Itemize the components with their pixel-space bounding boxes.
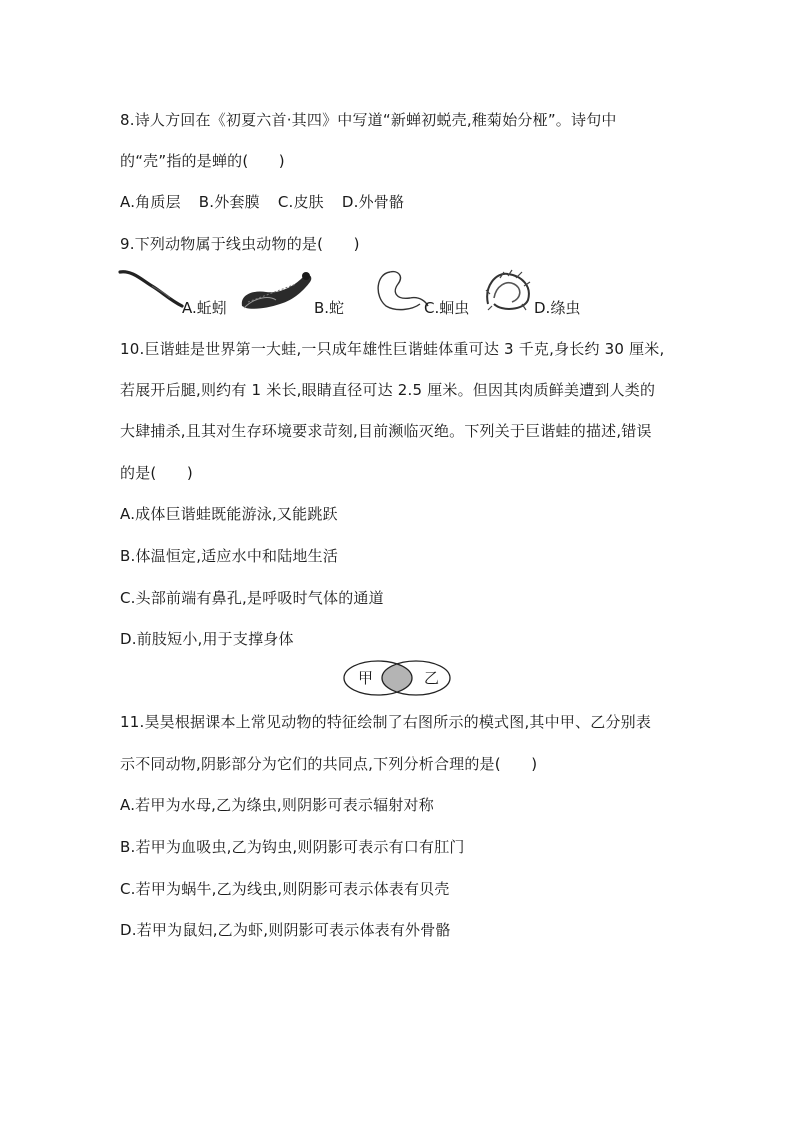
venn-left-label: 甲 — [358, 669, 374, 687]
q10-option-c: C.头部前端有鼻孔,是呼吸时气体的通道 — [120, 589, 384, 607]
venn-right-label: 乙 — [424, 669, 440, 687]
q8-option-c: C.皮肤 — [277, 193, 324, 211]
q10-option-a: A.成体巨谐蛙既能游泳,又能跳跃 — [120, 505, 338, 523]
q11-stem-line1: 11.昊昊根据课本上常见动物的特征绘制了右图所示的模式图,其中甲、乙分别表 — [120, 713, 652, 731]
q9-option-c — [370, 266, 490, 318]
q11-option-b: B.若甲为血吸虫,乙为钩虫,则阴影可表示有口有肛门 — [120, 838, 465, 856]
q10-option-d: D.前肢短小,用于支撑身体 — [120, 630, 294, 648]
q8-stem-line2: 的“壳”指的是蝉的( ) — [120, 152, 285, 170]
q8-option-b: B.外套膜 — [198, 193, 260, 211]
q10-stem-line4: 的是( ) — [120, 464, 193, 482]
tapeworm-image — [482, 266, 536, 314]
q9-option-c-label: C.蛔虫 — [424, 299, 470, 317]
q9-option-d — [482, 266, 612, 318]
q11-stem-line2: 示不同动物,阴影部分为它们的共同点,下列分析合理的是( ) — [120, 755, 538, 773]
roundworm-image — [370, 266, 430, 314]
snake-image — [236, 266, 316, 312]
q10-stem-line1: 10.巨谐蛙是世界第一大蛙,一只成年雄性巨谐蛙体重可达 3 千克,身长约 30 厘米, — [120, 340, 665, 358]
q11-option-a: A.若甲为水母,乙为绦虫,则阴影可表示辐射对称 — [120, 796, 434, 814]
q10-stem-line2: 若展开后腿,则约有 1 米长,眼睛直径可达 2.5 厘米。但因其肉质鲜美遭到人类的 — [120, 381, 656, 399]
q9-animal-options — [118, 266, 638, 318]
q9-option-d-label: D.绦虫 — [534, 299, 581, 317]
q8-option-d: D.外骨骼 — [341, 193, 405, 211]
venn-diagram — [342, 659, 452, 697]
q8-options — [120, 192, 404, 212]
q9-option-a-label: A.蚯蚓 — [182, 299, 227, 317]
q8-stem-line1: 8.诗人方回在《初夏六首·其四》中写道“新蝉初蜕壳,稚菊始分桠”。诗句中 — [120, 111, 617, 129]
q11-option-d: D.若甲为鼠妇,乙为虾,则阴影可表示体表有外骨骼 — [120, 921, 451, 939]
q9-stem: 9.下列动物属于线虫动物的是( ) — [120, 235, 360, 253]
q9-option-b-label: B.蛇 — [314, 299, 345, 317]
earthworm-image — [118, 266, 184, 310]
q11-option-c: C.若甲为蜗牛,乙为线虫,则阴影可表示体表有贝壳 — [120, 880, 450, 898]
q9-option-b — [236, 266, 386, 318]
q8-option-a: A.角质层 — [120, 193, 181, 211]
q10-stem-line3: 大肆捕杀,且其对生存环境要求苛刻,目前濒临灭绝。下列关于巨谐蛙的描述,错误 — [120, 422, 652, 440]
q9-option-a — [118, 266, 248, 318]
q10-option-b: B.体温恒定,适应水中和陆地生活 — [120, 547, 339, 565]
